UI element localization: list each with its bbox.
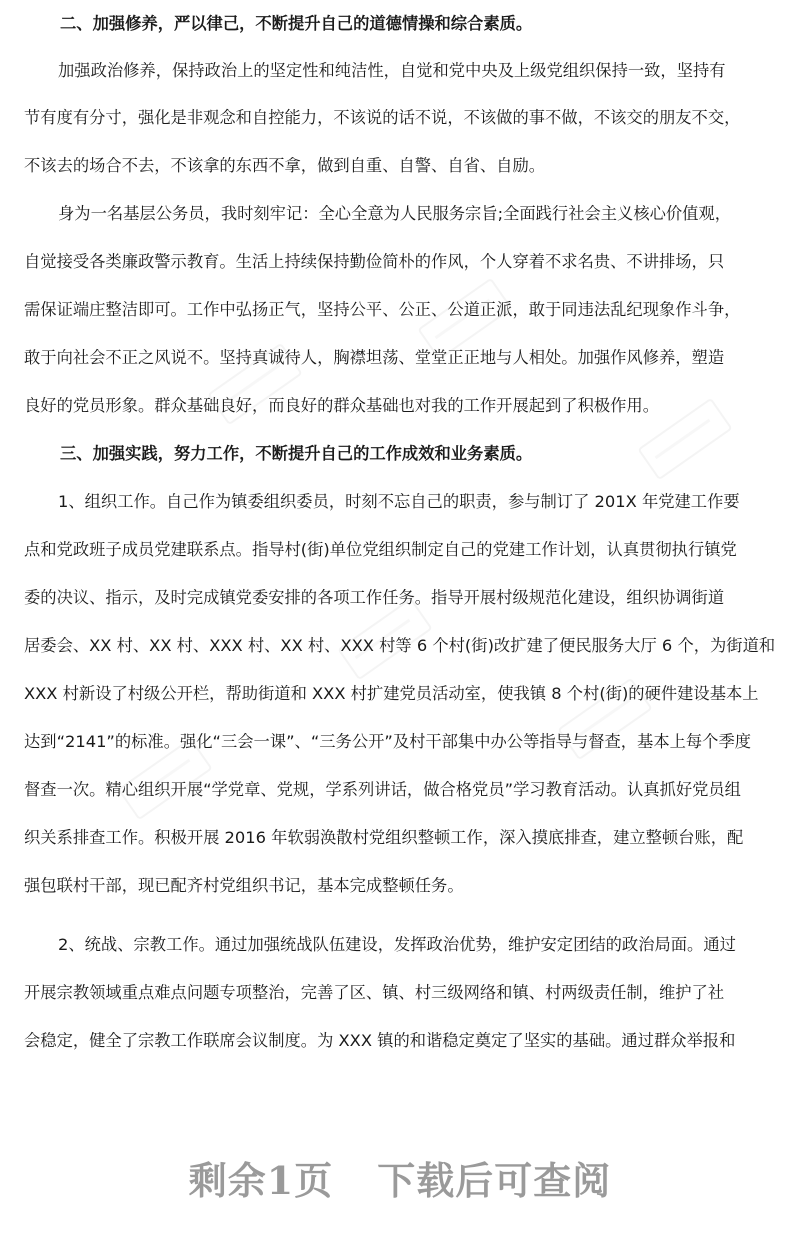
section-heading: 二、加强修养，严以律己，不断提升自己的道德情操和综合素质。 bbox=[60, 14, 533, 33]
paragraph-line: 居委会、XX 村、XX 村、XXX 村、XX 村、XXX 村等 6 个村(街)改扩建了便民服务大厅 6 个，为街道和 bbox=[24, 636, 776, 655]
paragraph-line: 2、统战、宗教工作。通过加强统战队伍建设，发挥政治优势，维护安定团结的政治局面。通过 bbox=[58, 935, 736, 954]
paragraph-line: 达到“2141”的标准。强化“三会一课”、“三务公开”及村干部集中办公等指导与督查，基本上每个季度 bbox=[24, 732, 752, 751]
paragraph-line: 委的决议、指示，及时完成镇党委安排的各项工作任务。指导开展村级规范化建设，组织协调街道 bbox=[24, 588, 725, 607]
paragraph-line: 敢于向社会不正之风说不。坚持真诚待人，胸襟坦荡、堂堂正正地与人相处。加强作风修养，塑造 bbox=[24, 348, 725, 367]
paragraph-line: 身为一名基层公务员，我时刻牢记：全心全意为人民服务宗旨;全面践行社会主义核心价值观， bbox=[58, 204, 732, 223]
paragraph-line: 1、组织工作。自己作为镇委组织委员，时刻不忘自己的职责，参与制订了 201X 年党建工作要 bbox=[58, 492, 740, 511]
paragraph-line: 会稳定，健全了宗教工作联席会议制度。为 XXX 镇的和谐稳定奠定了坚实的基础。通过群众举报和 bbox=[24, 1031, 736, 1050]
paragraph-line: 强包联村干部，现已配齐村党组织书记，基本完成整顿任务。 bbox=[24, 876, 464, 895]
download-to-view-label[interactable]: 下载后可查阅 bbox=[377, 1158, 612, 1203]
paragraph-line: 不该去的场合不去，不该拿的东西不拿，做到自重、自警、自省、自励。 bbox=[24, 156, 546, 175]
paragraph-line: 节有度有分寸，强化是非观念和自控能力，不该说的话不说，不该做的事不做，不该交的朋友不交， bbox=[24, 108, 741, 127]
paragraph-line: XXX 村新设了村级公开栏，帮助街道和 XXX 村扩建党员活动室，使我镇 8 个村(街)的硬件建设基本上 bbox=[24, 684, 759, 703]
paragraph-line: 自觉接受各类廉政警示教育。生活上持续保持勤俭简朴的作风，个人穿着不求名贵、不讲排场，只 bbox=[24, 252, 725, 271]
paragraph-line: 开展宗教领域重点难点问题专项整治，完善了区、镇、村三级网络和镇、村两级责任制，维护了社 bbox=[24, 983, 725, 1002]
download-prompt[interactable] bbox=[0, 1157, 800, 1205]
section-heading: 三、加强实践，努力工作，不断提升自己的工作成效和业务素质。 bbox=[60, 444, 533, 463]
remaining-pages-label[interactable]: 剩余1页 bbox=[188, 1158, 334, 1203]
paragraph-line: 织关系排查工作。积极开展 2016 年软弱涣散村党组织整顿工作，深入摸底排查，建立整顿台账，配 bbox=[24, 828, 744, 847]
paragraph-line: 需保证端庄整洁即可。工作中弘扬正气，坚持公平、公正、公道正派，敢于同违法乱纪现象作斗争， bbox=[24, 300, 741, 319]
paragraph-line: 良好的党员形象。群众基础良好，而良好的群众基础也对我的工作开展起到了积极作用。 bbox=[24, 396, 659, 415]
paragraph-line: 点和党政班子成员党建联系点。指导村(街)单位党组织制定自己的党建工作计划，认真贯彻执行镇党 bbox=[24, 540, 737, 559]
paragraph-line: 加强政治修养，保持政治上的坚定性和纯洁性，自觉和党中央及上级党组织保持一致，坚持有 bbox=[58, 61, 726, 80]
paragraph-line: 督查一次。精心组织开展“学党章、党规，学系列讲话，做合格党员”学习教育活动。认真抓好党员组 bbox=[24, 780, 741, 799]
